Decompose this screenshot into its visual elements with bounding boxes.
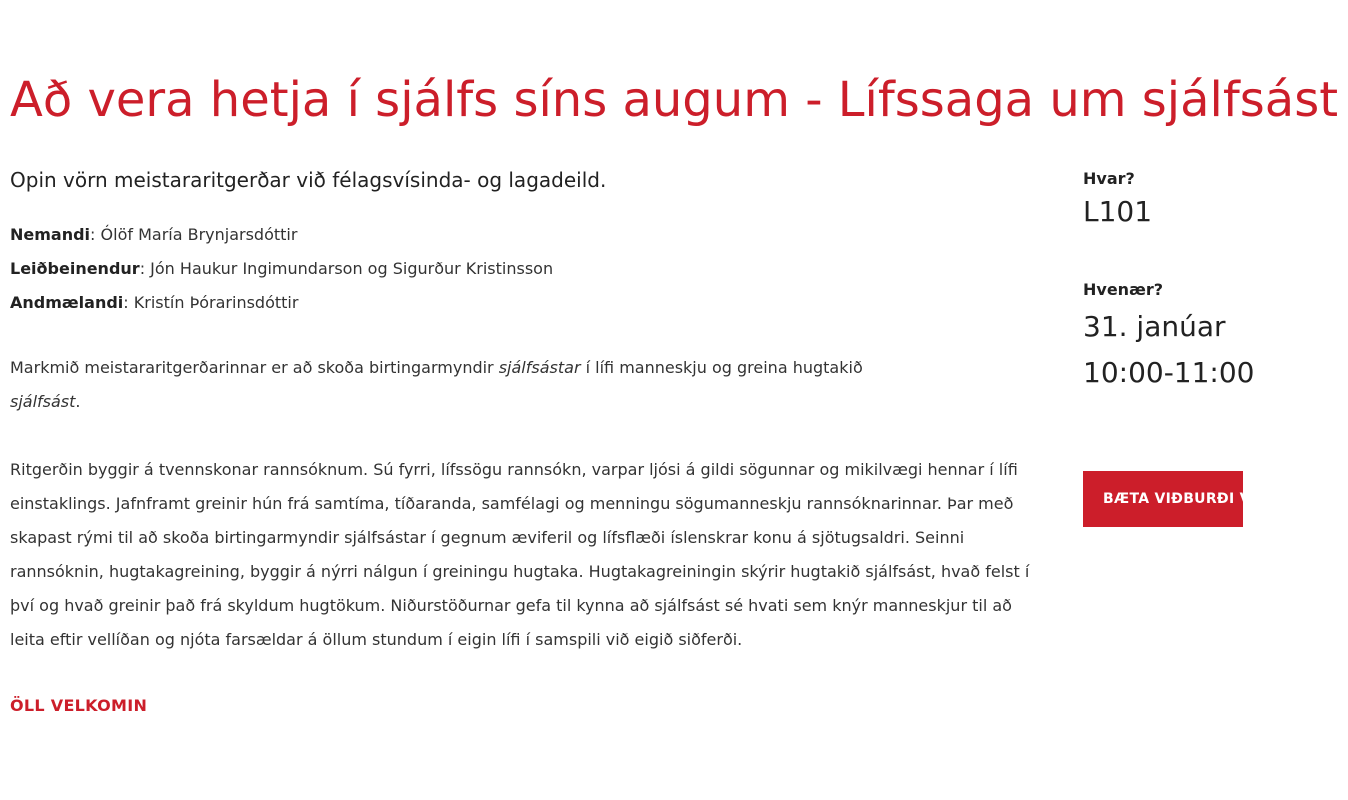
paragraph-text: í lífi manneskju og greina hugtakið [580,358,863,377]
person-name: Kristín Þórarinsdóttir [133,293,299,312]
description-paragraph-1 [10,351,930,419]
when-date: 31. janúar [1083,310,1226,343]
event-main-content [10,164,1040,721]
person-student [10,218,1040,252]
welcome-note: ÖLL VELKOMIN [10,696,148,715]
paragraph-emphasis: sjálfsást [10,392,76,411]
role-separator: : [90,225,101,244]
person-name: Jón Haukur Ingimundarson og Sigurður Kristinsson [150,259,554,278]
role-label: Nemandi [10,225,91,244]
event-details-sidebar [1083,166,1255,393]
page-title: Að vera hetja í sjálfs síns augum - Lífssaga um sjálfsást [10,72,1339,128]
event-subtitle: Opin vörn meistararitgerðar við félagsvísinda- og lagadeild. [10,168,607,192]
paragraph-text: Markmið meistararitgerðarinnar er að skoða birtingarmyndir [10,358,499,377]
paragraph-emphasis: sjálfsástar [498,358,581,377]
when-time: 10:00-11:00 [1083,356,1255,389]
role-label: Andmælandi [10,293,124,312]
person-supervisors [10,252,1040,286]
paragraph-text: . [75,392,81,411]
people-list [10,218,1040,320]
person-name: Ólöf María Brynjarsdóttir [100,225,298,244]
description-paragraph-2: Ritgerðin byggir á tvennskonar rannsóknum. Sú fyrri, lífssögu rannsókn, varpar ljósi á gildi sögunnar og mikilvægi hennar í lífi einstaklings. Jafnframt greinir hún frá samtíma, tíðaranda, samfélagi og menningu sögumanneskju rannsóknarinnar. Þar með skapast rými til að skoða birtingarmyndir sjálfsástar í gegnum æviferil og lífsflæði íslenskrar konu á sjötugsaldri. Seinni rannsóknin, hugtakagreining, byggir á nýrri nálgun í greiningu hugtaka. Hugtakagreiningin skýrir hugtakið sjálfsást, hvað felst í því og hvað greinir það frá skyldum hugtökum. Niðurstöðurnar gefa til kynna að sjálfsást sé hvati sem knýr manneskjur til að leita eftir vellíðan og njóta farsældar á öllum stundum í eigin lífi í samspili við eigið siðferði. [10,460,1030,649]
add-to-calendar-button[interactable]: BÆTA VIÐBURÐI VIÐ DAGATAL [1083,471,1243,527]
role-separator: : [139,259,151,278]
where-value: L101 [1083,195,1153,228]
role-label: Leiðbeinendur [10,259,140,278]
when-label: Hvenær? [1083,280,1163,299]
where-label: Hvar? [1083,169,1135,188]
person-opponent [10,286,1040,320]
role-separator: : [123,293,134,312]
